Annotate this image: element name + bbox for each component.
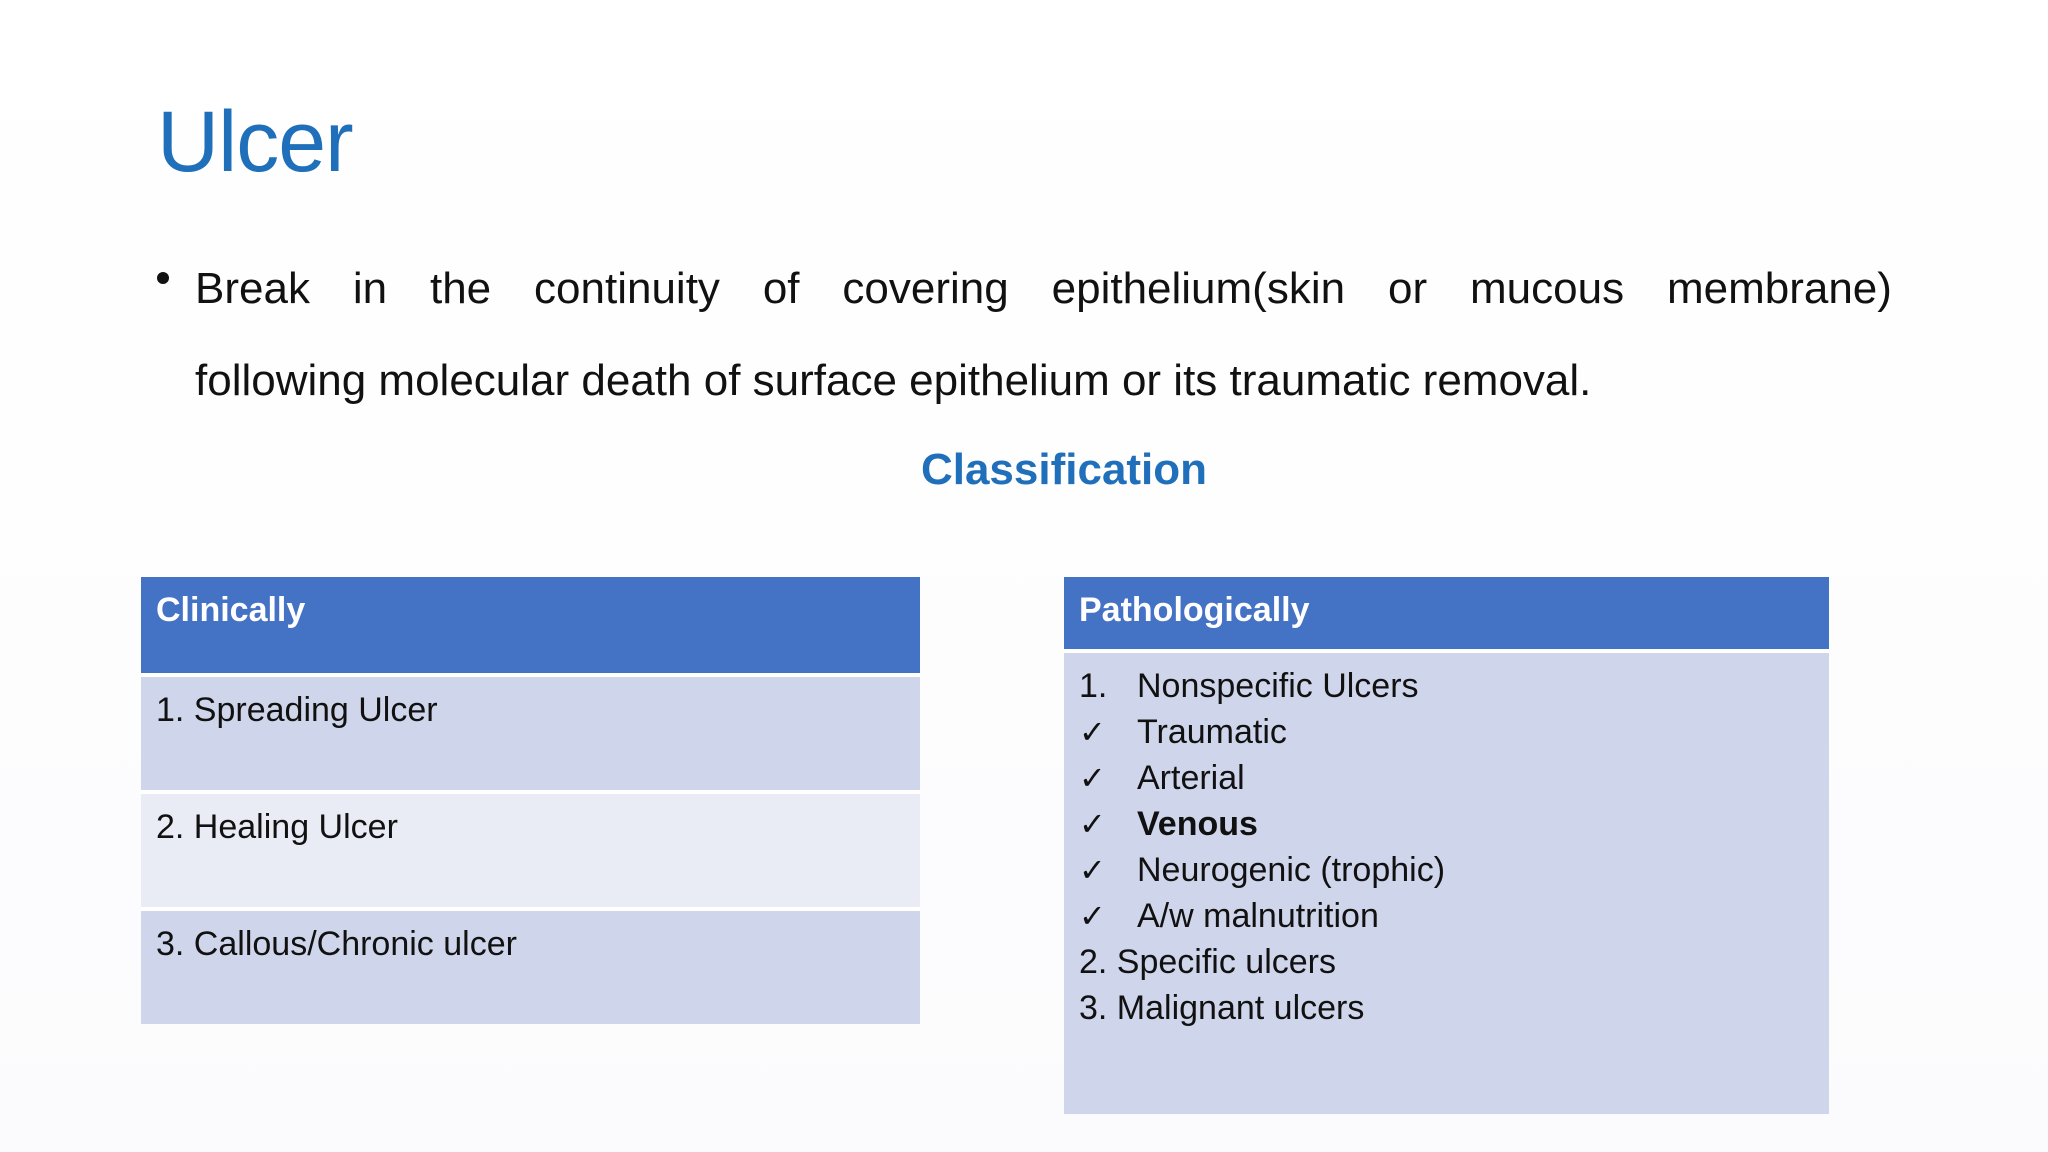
definition-line-2: following molecular death of surface epithelium or its traumatic removal. (195, 356, 1592, 405)
definition-word: membrane) (1666, 264, 1892, 313)
definition-line-1 (195, 260, 1892, 318)
list-item-text: Neurogenic (trophic) (1137, 851, 1446, 889)
definition-word: Break (195, 264, 310, 313)
list-item-text: A/w malnutrition (1137, 897, 1379, 935)
list-item-text: Arterial (1137, 759, 1245, 797)
pathologically-table (1064, 577, 1829, 1114)
list-item (1079, 755, 1814, 801)
checkmark-icon: ✓ (1079, 805, 1106, 843)
list-number: 1. (1079, 667, 1108, 705)
list-item-text: Traumatic (1137, 713, 1287, 751)
clinically-table (141, 577, 920, 1024)
definition-word: or (1387, 264, 1428, 313)
definition-word: covering (842, 264, 1009, 313)
list-item-text: Nonspecific Ulcers (1137, 667, 1419, 705)
definition-word: in (352, 264, 388, 313)
bullet-dot-icon (157, 272, 169, 284)
table-row: 3. Callous/Chronic ulcer (141, 911, 920, 1024)
pathologically-body (1064, 653, 1829, 1114)
table-row: 2. Healing Ulcer (141, 794, 920, 907)
clinically-header: Clinically (141, 577, 920, 673)
classification-heading: Classification (920, 445, 1208, 494)
checkmark-icon: ✓ (1079, 897, 1106, 935)
checkmark-icon: ✓ (1079, 759, 1106, 797)
list-item (1079, 847, 1814, 893)
definition-word: epithelium(skin (1051, 264, 1346, 313)
list-item: 3. Malignant ulcers (1079, 989, 1365, 1027)
definition-word: of (762, 264, 800, 313)
pathologically-header: Pathologically (1064, 577, 1829, 649)
definition-word: the (429, 264, 492, 313)
checkmark-icon: ✓ (1079, 713, 1106, 751)
list-item (1079, 801, 1814, 847)
list-item-text-emphasized: Venous (1137, 805, 1258, 843)
definition-word: continuity (534, 264, 720, 313)
checkmark-icon: ✓ (1079, 851, 1106, 889)
definition-word: mucous (1470, 264, 1625, 313)
table-row: 1. Spreading Ulcer (141, 677, 920, 790)
list-item (1079, 663, 1814, 709)
list-item (1079, 893, 1814, 939)
slide-title: Ulcer (157, 94, 353, 190)
list-item: 2. Specific ulcers (1079, 943, 1336, 981)
list-item (1079, 709, 1814, 755)
